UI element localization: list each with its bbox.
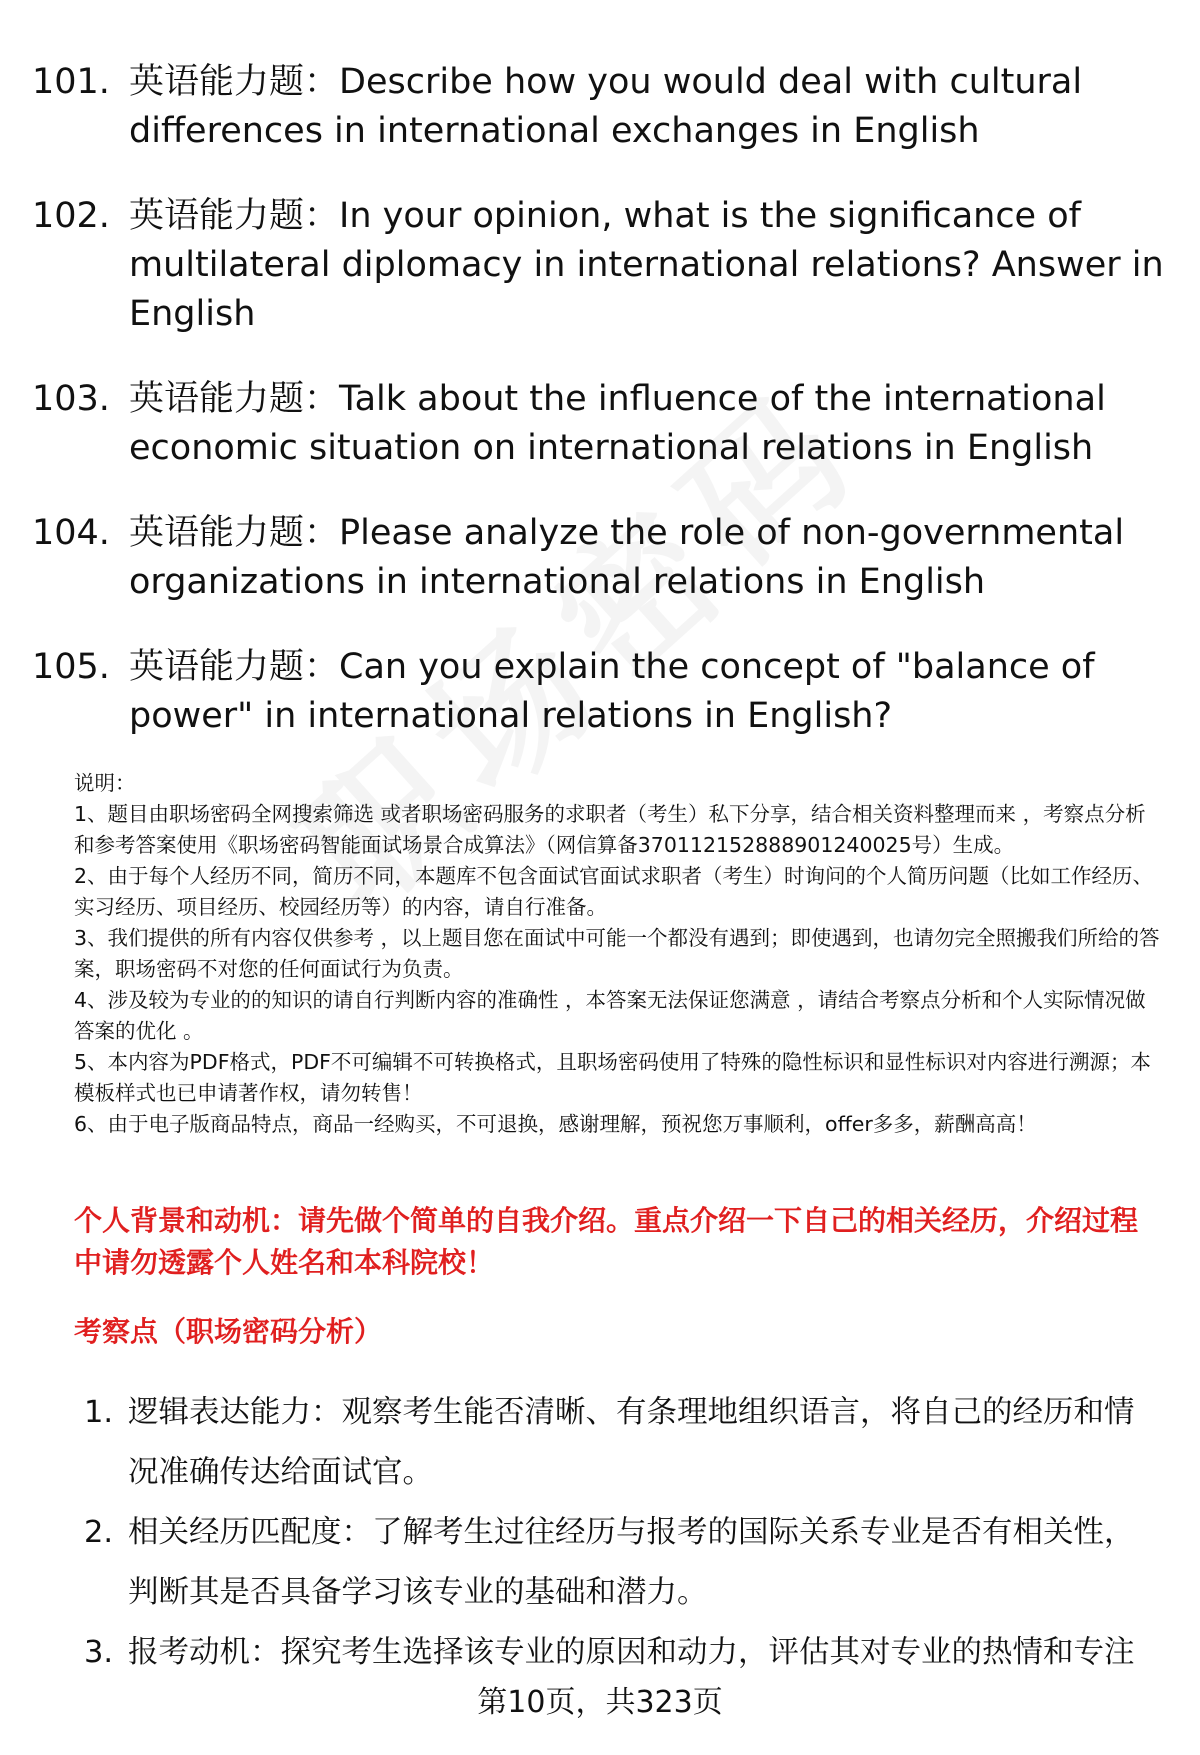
question-item (32, 509, 1172, 607)
assessment-points (84, 1383, 1164, 1683)
question-list (32, 58, 1172, 777)
point-text: 逻辑表达能力：观察考生能否清晰、有条理地组织语言，将自己的经历和情况准确传达给面试官。 (128, 1395, 1135, 1490)
note-item: 1、题目由职场密码全网搜索筛选 或者职场密码服务的求职者（考生）私下分享，结合相关资料整理而来 ，考察点分析和参考答案使用《职场密码智能面试场景合成算法》（网信算备370112152888901240025号）生成。 (74, 802, 1146, 857)
assessment-point (84, 1623, 1164, 1683)
notes-title: 说明： (74, 771, 136, 795)
point-text: 相关经历匹配度：了解考生过往经历与报考的国际关系专业是否有相关性，判断其是否具备学习该专业的基础和潜力。 (128, 1515, 1135, 1610)
note-item: 3、我们提供的所有内容仅供参考 ，以上题目您在面试中可能一个都没有遇到；即使遇到，也请勿完全照搬我们所给的答案，职场密码不对您的任何面试行为负责。 (74, 926, 1160, 981)
question-text: 英语能力题：Can you explain the concept of "balance of power" in international relations in English? (129, 647, 1095, 736)
question-item (32, 58, 1172, 156)
question-item (32, 643, 1172, 741)
point-text: 报考动机：探究考生选择该专业的原因和动力，评估其对专业的热情和专注 (128, 1635, 1135, 1670)
question-number: 102. (32, 196, 110, 236)
note-item: 4、涉及较为专业的的知识的请自行判断内容的准确性 ，本答案无法保证您满意 ，请结合考察点分析和个人实际情况做答案的优化 。 (74, 988, 1146, 1043)
page-footer: 第10页，共323页 (477, 1685, 723, 1720)
assessment-point (84, 1503, 1164, 1623)
question-number: 101. (32, 62, 110, 102)
point-number: 3. (84, 1635, 114, 1670)
question-text: 英语能力题：Please analyze the role of non-governmental organizations in international relations in English (129, 513, 1125, 602)
note-item: 5、本内容为PDF格式，PDF不可编辑不可转换格式，且职场密码使用了特殊的隐性标识和显性标识对内容进行溯源；本模板样式也已申请著作权，请勿转售！ (74, 1050, 1151, 1105)
question-text: 英语能力题：Describe how you would deal with cultural differences in international exchanges in English (129, 62, 1083, 151)
question-text: 英语能力题：In your opinion, what is the significance of multilateral diplomacy in international relations? Answer in English (129, 196, 1164, 334)
question-text: 英语能力题：Talk about the influence of the international economic situation on international relations in English (129, 379, 1106, 468)
notes-block (74, 768, 1164, 1140)
question-item (32, 192, 1172, 339)
question-number: 105. (32, 647, 110, 687)
section-heading: 个人背景和动机：请先做个简单的自我介绍。重点介绍一下自己的相关经历，介绍过程中请勿透露个人姓名和本科院校！ (74, 1204, 1139, 1279)
point-number: 1. (84, 1395, 114, 1430)
section-subheading: 考察点（职场密码分析） (74, 1315, 383, 1348)
note-item: 6、由于电子版商品特点，商品一经购买，不可退换，感谢理解，预祝您万事顺利，offer多多，薪酬高高！ (74, 1112, 1037, 1136)
question-item (32, 375, 1172, 473)
assessment-point (84, 1383, 1164, 1503)
question-number: 103. (32, 379, 110, 419)
question-number: 104. (32, 513, 110, 553)
point-number: 2. (84, 1515, 114, 1550)
note-item: 2、由于每个人经历不同，简历不同，本题库不包含面试官面试求职者（考生）时询问的个人简历问题（比如工作经历、实习经历、项目经历、校园经历等）的内容，请自行准备。 (74, 864, 1154, 919)
